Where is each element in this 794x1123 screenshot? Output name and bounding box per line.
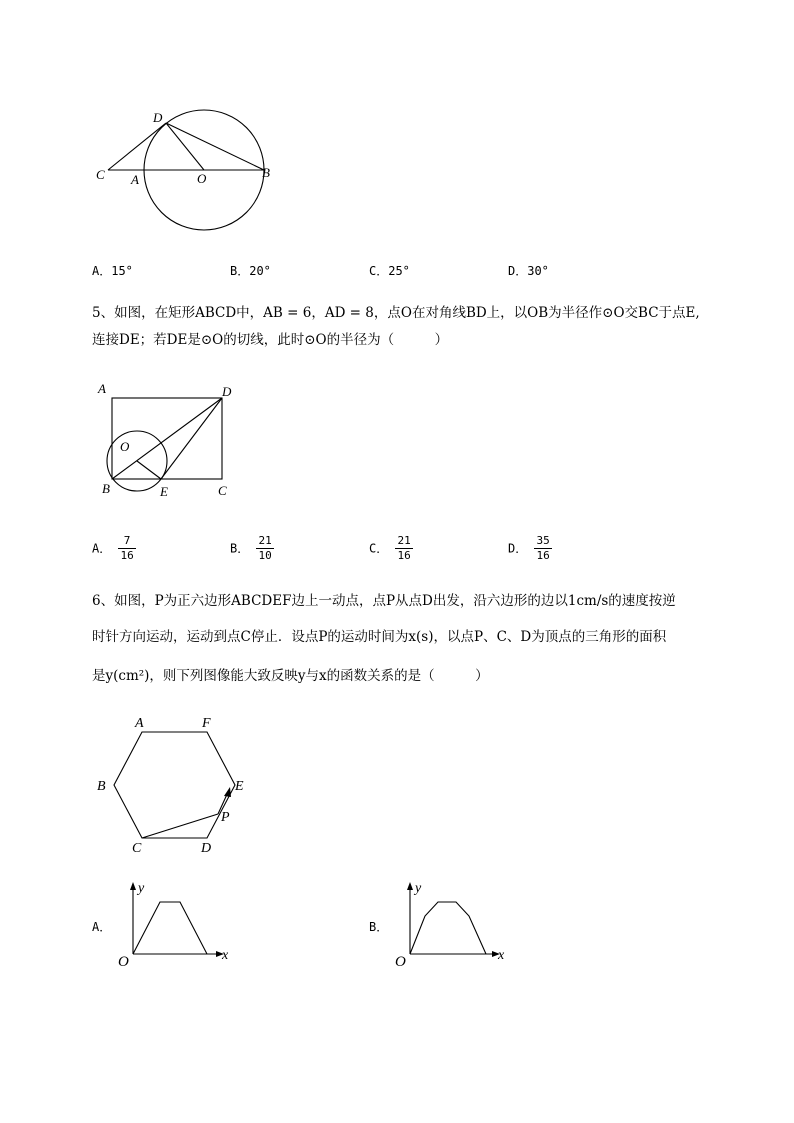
q6b-curve — [410, 902, 486, 954]
q5-option-c[interactable] — [369, 534, 413, 563]
q5-label-c: C — [218, 483, 227, 498]
q5-option-d-letter: D． — [508, 541, 528, 556]
q6b-label-x: x — [498, 948, 505, 963]
q4-label-c: C — [96, 167, 105, 182]
q5-option-a-num: 7 — [118, 534, 135, 549]
q5-option-b[interactable] — [230, 534, 274, 563]
q5-option-c-num: 21 — [397, 534, 411, 547]
q4-label-d: D — [153, 110, 163, 125]
q6b-y-arrow — [407, 882, 413, 890]
q5-option-b-den: 10 — [258, 549, 272, 562]
q6a-y-arrow — [130, 882, 136, 890]
q5-option-d[interactable] — [508, 534, 552, 563]
q4-option-c[interactable]: C．25° — [369, 264, 410, 278]
q4-line-cd — [108, 123, 166, 170]
q5-label-b: B — [102, 481, 110, 496]
q5-option-b-letter: B． — [230, 541, 250, 556]
q4-label-b: B — [262, 165, 270, 180]
q5-option-a-fraction — [118, 534, 135, 563]
q6a-label-x: x — [222, 948, 229, 963]
q6a-curve — [133, 902, 207, 954]
q4-label-o: O — [197, 171, 207, 186]
q5-question-line1: 5、如图，在矩形ABCD中，AB = 6，AD = 8，点O在对角线BD上，以OB为半径作⊙O交BC于点E, — [92, 305, 700, 321]
q6-question-line3: 是y(cm²)，则下列图像能大致反映y与x的函数关系的是（ ） — [92, 668, 489, 684]
q6b-label-o: O — [395, 954, 406, 970]
q5-option-c-den: 16 — [397, 549, 411, 562]
q6-figure — [92, 710, 262, 860]
q5-option-d-fraction — [534, 534, 551, 563]
q6-option-b-graph[interactable] — [390, 878, 520, 970]
q6a-label-o: O — [118, 954, 129, 970]
q6-label-c: C — [132, 841, 142, 856]
q6-arrow-head — [224, 787, 231, 797]
q5-question-line2: 连接DE；若DE是⊙O的切线，此时⊙O的半径为（ ） — [92, 332, 449, 348]
q6-option-a-letter[interactable]: A． — [92, 920, 112, 934]
q6-option-b-letter[interactable]: B． — [369, 920, 389, 934]
q5-option-a[interactable] — [92, 534, 136, 563]
q5-option-b-num: 21 — [258, 534, 272, 547]
q6-line-cp — [142, 814, 218, 838]
q5-label-d: D — [222, 384, 232, 399]
q6a-label-y: y — [138, 881, 145, 896]
q4-option-a[interactable]: A．15° — [92, 264, 133, 278]
q6-option-a-graph[interactable] — [112, 878, 242, 970]
q6-question-line2: 时针方向运动，运动到点C停止．设点P的运动时间为x(s)，以点P、C、D为顶点的三角形的面积 — [92, 629, 667, 645]
q5-option-d-den: 16 — [536, 549, 550, 562]
q5-line-de — [161, 398, 222, 479]
q4-option-b[interactable]: B．20° — [230, 264, 271, 278]
q6-label-f: F — [202, 716, 211, 731]
q5-option-d-num: 35 — [536, 534, 550, 547]
q5-option-a-letter: A． — [92, 541, 112, 556]
q4-figure — [90, 105, 280, 235]
q6-question-line1: 6、如图，P为正六边形ABCDEF边上一动点，点P从点D出发，沿六边形的边以1cm/s的速度按逆 — [92, 593, 676, 609]
q6-label-b: B — [97, 779, 106, 794]
q6-hexagon — [114, 732, 235, 838]
q6-label-d: D — [201, 841, 212, 856]
q5-option-c-fraction — [395, 534, 412, 563]
q5-label-o: O — [120, 439, 130, 454]
q6-label-e: E — [235, 779, 244, 794]
q5-option-a-den: 16 — [120, 549, 134, 562]
q5-label-e: E — [160, 484, 168, 499]
q5-option-b-fraction — [256, 534, 273, 563]
q5-line-oe — [137, 461, 161, 479]
q6-label-p: P — [221, 810, 230, 825]
q6b-label-y: y — [415, 881, 422, 896]
q4-line-do — [166, 123, 204, 170]
q5-figure — [92, 378, 242, 503]
q4-label-a: A — [131, 172, 139, 187]
q5-option-c-letter: C． — [369, 541, 389, 556]
q5-label-a: A — [98, 381, 106, 396]
q6-label-a: A — [135, 716, 144, 731]
q4-option-d[interactable]: D．30° — [508, 264, 549, 278]
